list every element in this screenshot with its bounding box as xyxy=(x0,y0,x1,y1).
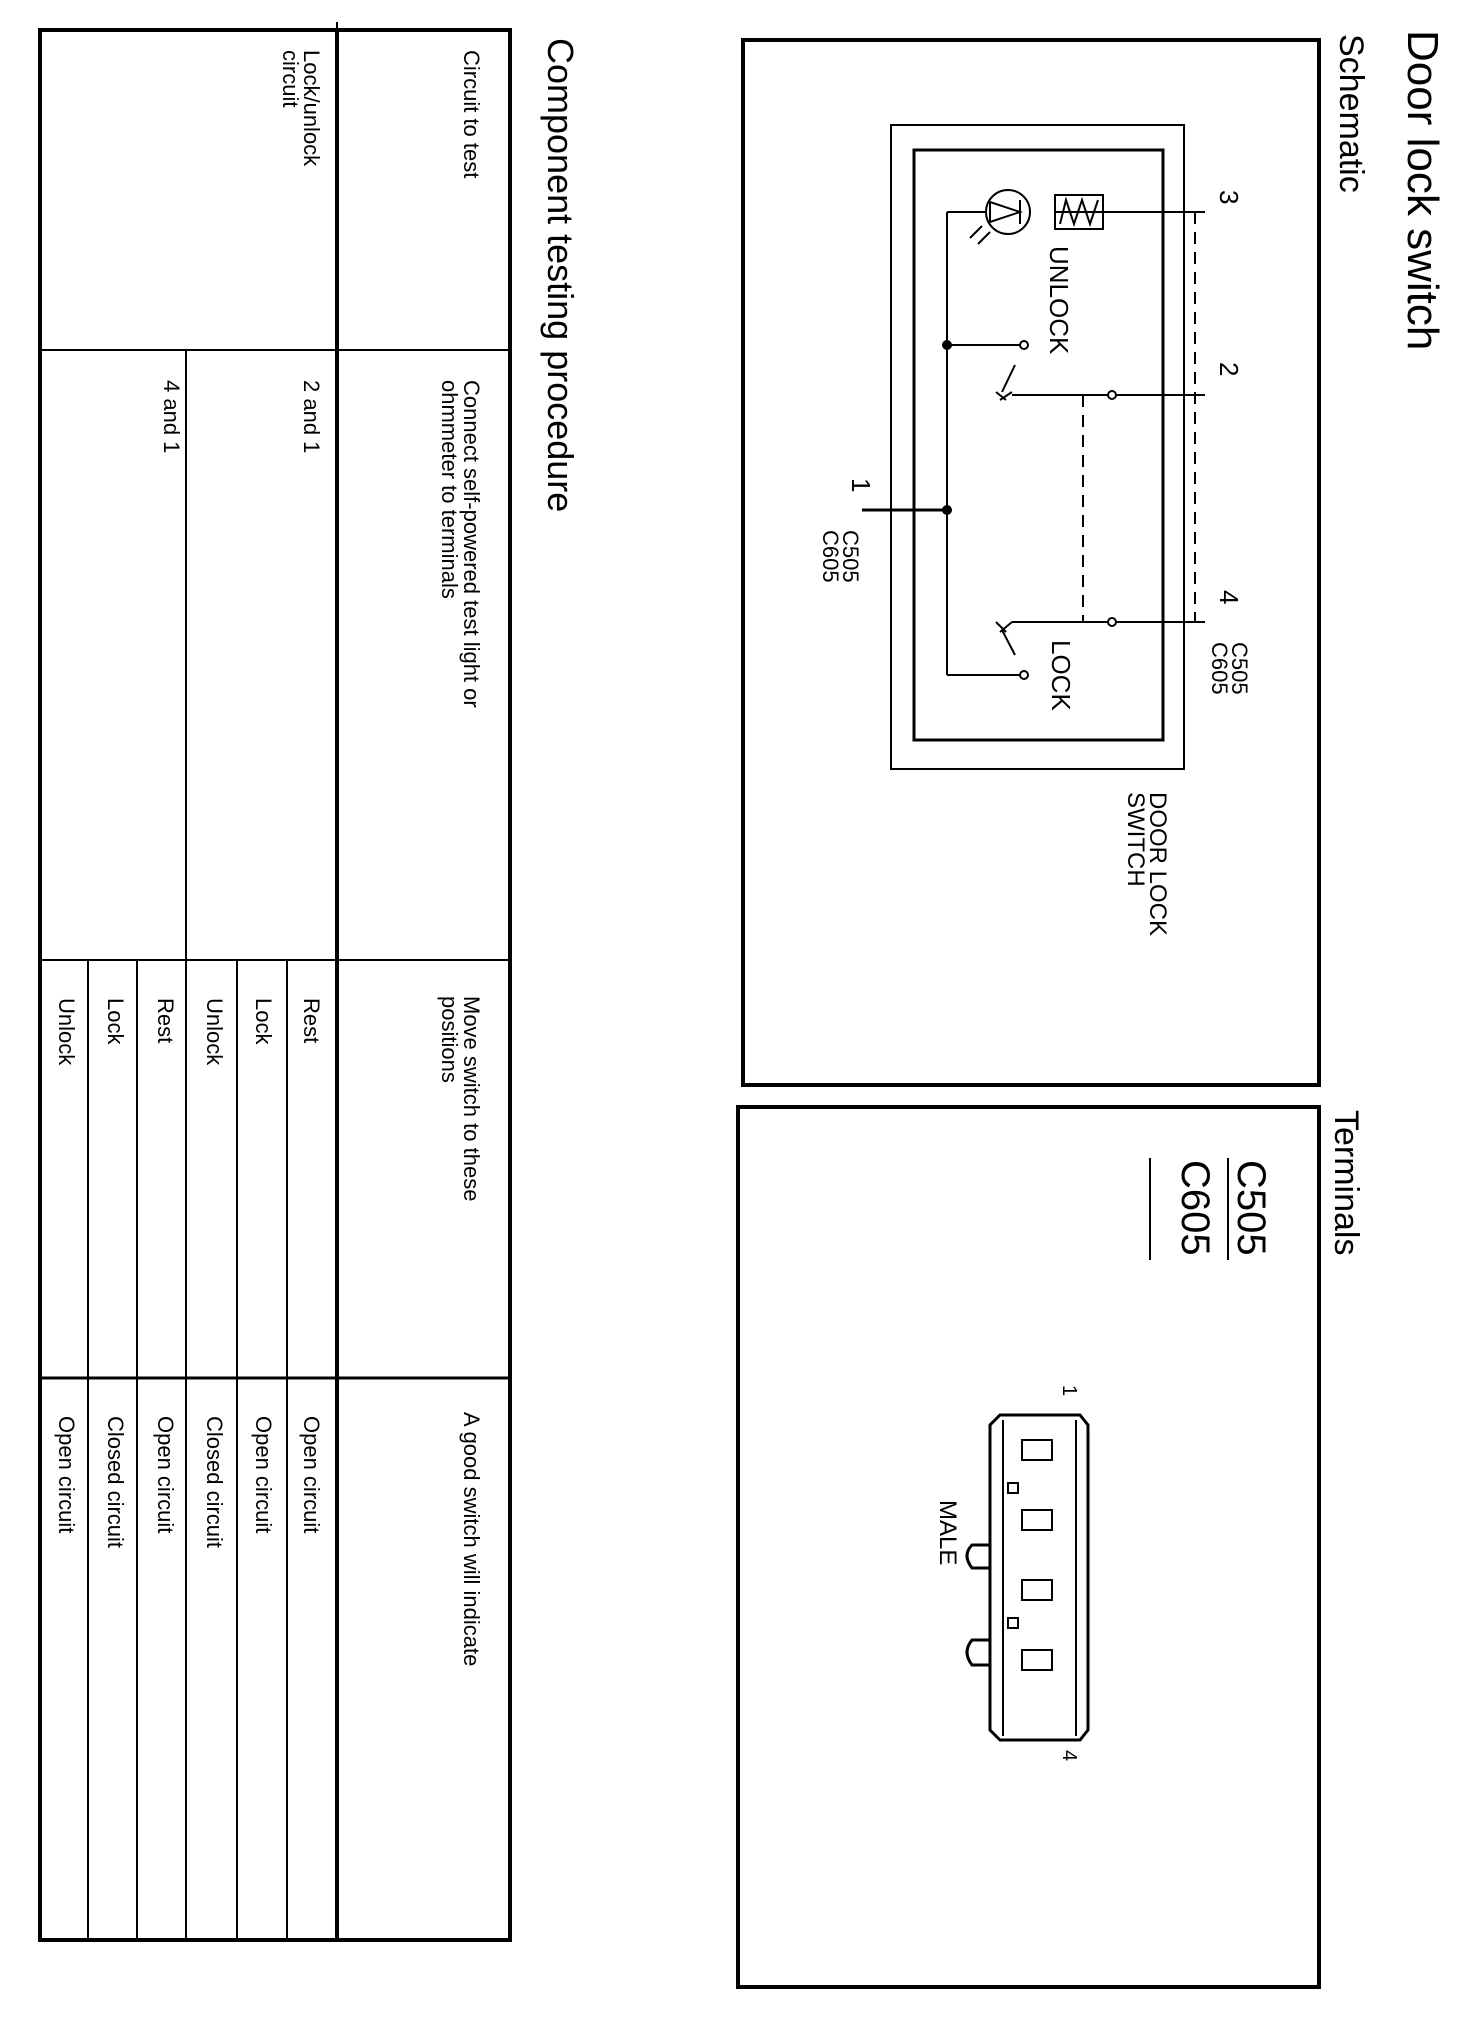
header-move-line2: positions xyxy=(437,996,462,1083)
connector-bottom-c605: C605 xyxy=(818,530,843,583)
row1-test3-position: Unlock xyxy=(202,998,227,1066)
row1-test3-result: Closed circuit xyxy=(202,1416,227,1549)
row1-terminals: 2 and 1 xyxy=(299,380,324,454)
terminal-pin-last: 4 xyxy=(1058,1750,1080,1762)
row1-test2-result: Open circuit xyxy=(251,1416,276,1534)
connector-drawing xyxy=(967,1415,1088,1740)
label-lock: LOCK xyxy=(1046,640,1076,711)
connector-slot-1 xyxy=(1022,1440,1052,1460)
switch-label-line1: DOOR LOCK xyxy=(1144,792,1171,937)
connector-key-2 xyxy=(1008,1618,1018,1628)
header-circuit: Circuit to test xyxy=(459,50,484,179)
testing-heading: Component testing procedure xyxy=(540,38,581,513)
row1-test2-position: Lock xyxy=(251,998,276,1045)
row2-test3-position: Unlock xyxy=(54,998,79,1066)
unlock-contact-b xyxy=(996,392,1012,400)
terminal-gender: MALE xyxy=(934,1500,961,1566)
label-unlock: UNLOCK xyxy=(1044,246,1074,355)
row2-test2-result: Closed circuit xyxy=(103,1416,128,1549)
connector-top-c505: C505 xyxy=(1227,642,1252,695)
connector-slot-3 xyxy=(1022,1580,1052,1600)
pin-label-1: 1 xyxy=(846,478,876,493)
row1-test1-result: Open circuit xyxy=(299,1416,324,1534)
page-title: Door lock switch xyxy=(1398,30,1447,351)
testing-table-frame xyxy=(40,30,510,1940)
schematic-panel xyxy=(743,40,1319,1085)
lamp-rays xyxy=(970,226,990,244)
switch-housing-outer xyxy=(891,125,1184,769)
row2-terminals: 4 and 1 xyxy=(159,380,184,454)
connector-top-c605: C605 xyxy=(1207,642,1232,695)
header-result: A good switch will indicate xyxy=(459,1412,484,1667)
row2-test3-result: Open circuit xyxy=(54,1416,79,1534)
testing-section xyxy=(40,30,581,1940)
row1-test1-position: Rest xyxy=(299,998,324,1044)
connector-slot-2 xyxy=(1022,1510,1052,1530)
circuit-line2: circuit xyxy=(278,50,303,108)
header-connect-line2: ohmmeter to terminals xyxy=(437,380,462,599)
pin-label-2: 2 xyxy=(1214,362,1244,377)
connector-slot-4 xyxy=(1022,1650,1052,1670)
pin-label-3: 3 xyxy=(1214,190,1244,205)
connector-latch-1 xyxy=(967,1545,990,1568)
switch-housing-inner xyxy=(914,150,1163,740)
lamp-diode xyxy=(990,200,1020,224)
connector-body xyxy=(990,1415,1088,1740)
connector-key-1 xyxy=(1008,1483,1018,1493)
lamp-symbol xyxy=(986,190,1030,234)
row2-test1-position: Rest xyxy=(153,998,178,1044)
connector-latch-2 xyxy=(967,1640,990,1665)
lock-contact-b xyxy=(996,622,1012,632)
terminal-dot-2 xyxy=(1108,391,1116,399)
header-connect-line1: Connect self-powered test light or xyxy=(459,380,484,708)
terminal-dot-4 xyxy=(1108,618,1116,626)
header-move-line1: Move switch to these xyxy=(459,996,484,1202)
terminal-connector-c505: C505 xyxy=(1229,1160,1273,1256)
terminals-heading: Terminals xyxy=(1327,1110,1365,1256)
row2-test1-result: Open circuit xyxy=(153,1416,178,1534)
row2-test2-position: Lock xyxy=(103,998,128,1045)
lock-contact-a xyxy=(1020,671,1028,679)
connector-bottom-c505: C505 xyxy=(838,530,863,583)
terminal-connector-c605: C605 xyxy=(1173,1160,1217,1256)
pin-label-4: 4 xyxy=(1214,590,1244,605)
circuit-line1: Lock/unlock xyxy=(299,50,324,167)
terminal-pin-first: 1 xyxy=(1058,1385,1080,1397)
unlock-blade xyxy=(1002,365,1015,392)
lock-blade xyxy=(1002,630,1015,655)
switch-label-line2: SWITCH xyxy=(1122,792,1149,887)
terminals-panel xyxy=(738,1107,1365,1987)
schematic-heading: Schematic xyxy=(1332,34,1370,193)
unlock-contact-a xyxy=(1020,341,1028,349)
